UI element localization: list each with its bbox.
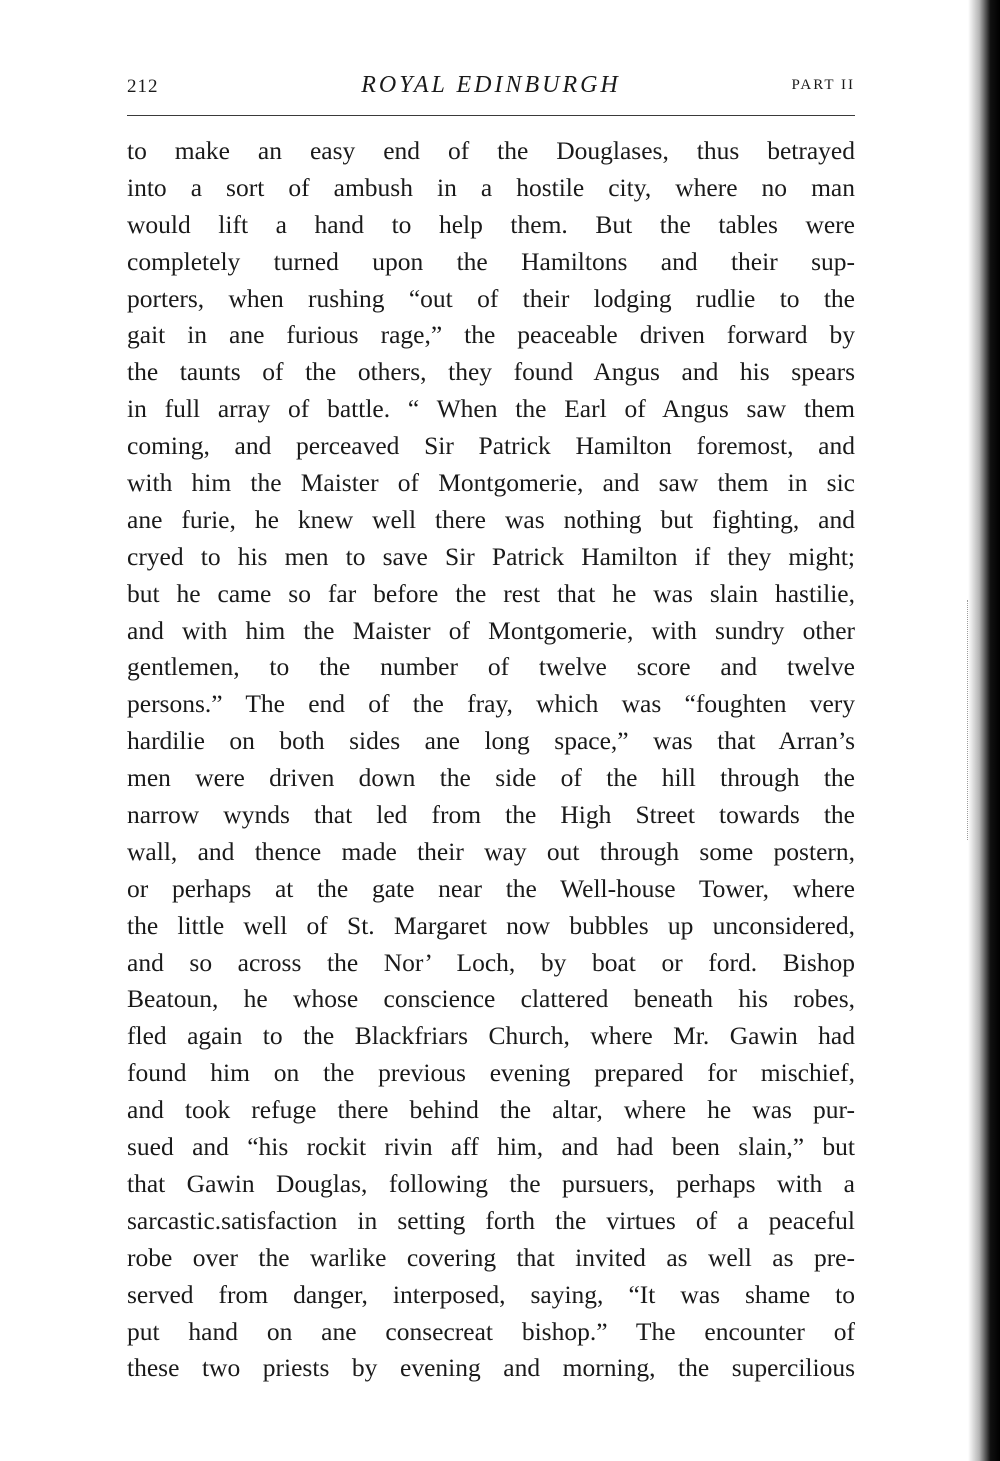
part-label: PART II (791, 77, 855, 93)
scan-edge-marks (949, 600, 968, 840)
text-line: in full array of battle. “ When the Earl of Angus saw them (127, 394, 855, 424)
text-line: these two priests by evening and morning, the supercilious (127, 1353, 855, 1383)
page-number: 212 (127, 76, 159, 97)
book-title: ROYAL EDINBURGH (361, 72, 621, 98)
text-line: coming, and perceaved Sir Patrick Hamilton foremost, and (127, 431, 855, 461)
text-line: would lift a hand to help them. But the tables were (127, 209, 855, 239)
text-line: found him on the previous evening prepared for mischief, (127, 1058, 855, 1088)
text-line: men were driven down the side of the hill through the (127, 763, 855, 793)
text-line: sarcastic.satisfaction in setting forth the virtues of a peaceful (127, 1205, 855, 1235)
text-line: cryed to his men to save Sir Patrick Hamilton if they might; (127, 541, 855, 571)
text-line: gait in ane furious rage,” the peaceable driven forward by (127, 320, 855, 350)
text-line: robe over the warlike covering that invited as well as pre- (127, 1242, 855, 1272)
text-line: but he came so far before the rest that he was slain hastilie, (127, 578, 855, 608)
body-text (127, 133, 855, 1387)
text-line: and took refuge there behind the altar, where he was pur- (127, 1095, 855, 1125)
text-line: persons.” The end of the fray, which was “foughten very (127, 689, 855, 719)
text-line: that Gawin Douglas, following the pursuers, perhaps with a (127, 1168, 855, 1198)
text-line: and so across the Nor’ Loch, by boat or ford. Bishop (127, 947, 855, 977)
running-head (127, 68, 855, 108)
text-line: fled again to the Blackfriars Church, where Mr. Gawin had (127, 1021, 855, 1051)
text-line: and with him the Maister of Montgomerie, with sundry other (127, 615, 855, 645)
text-line: the little well of St. Margaret now bubbles up unconsidered, (127, 910, 855, 940)
text-line: gentlemen, to the number of twelve score and twelve (127, 652, 855, 682)
text-line: Beatoun, he whose conscience clattered beneath his robes, (127, 984, 855, 1014)
text-line: ane furie, he knew well there was nothing but fighting, and (127, 504, 855, 534)
text-line: porters, when rushing “out of their lodging rudlie to the (127, 283, 855, 313)
text-line: the taunts of the others, they found Angus and his spears (127, 357, 855, 387)
text-line: hardilie on both sides ane long space,” was that Arran’s (127, 726, 855, 756)
text-line: with him the Maister of Montgomerie, and saw them in sic (127, 468, 855, 498)
text-line: narrow wynds that led from the High Street towards the (127, 800, 855, 830)
text-line: or perhaps at the gate near the Well-house Tower, where (127, 873, 855, 903)
text-line: into a sort of ambush in a hostile city, where no man (127, 172, 855, 202)
text-line: put hand on ane consecreat bishop.” The encounter of (127, 1316, 855, 1346)
header-rule (127, 115, 855, 116)
text-line: to make an easy end of the Douglases, thus betrayed (127, 136, 855, 165)
text-line: sued and “his rockit rivin aff him, and had been slain,” but (127, 1132, 855, 1162)
text-line: served from danger, interposed, saying, “It was shame to (127, 1279, 855, 1309)
scan-edge-shadow (968, 0, 1000, 1461)
text-line: wall, and thence made their way out through some postern, (127, 836, 855, 866)
text-line: completely turned upon the Hamiltons and their sup- (127, 246, 855, 276)
